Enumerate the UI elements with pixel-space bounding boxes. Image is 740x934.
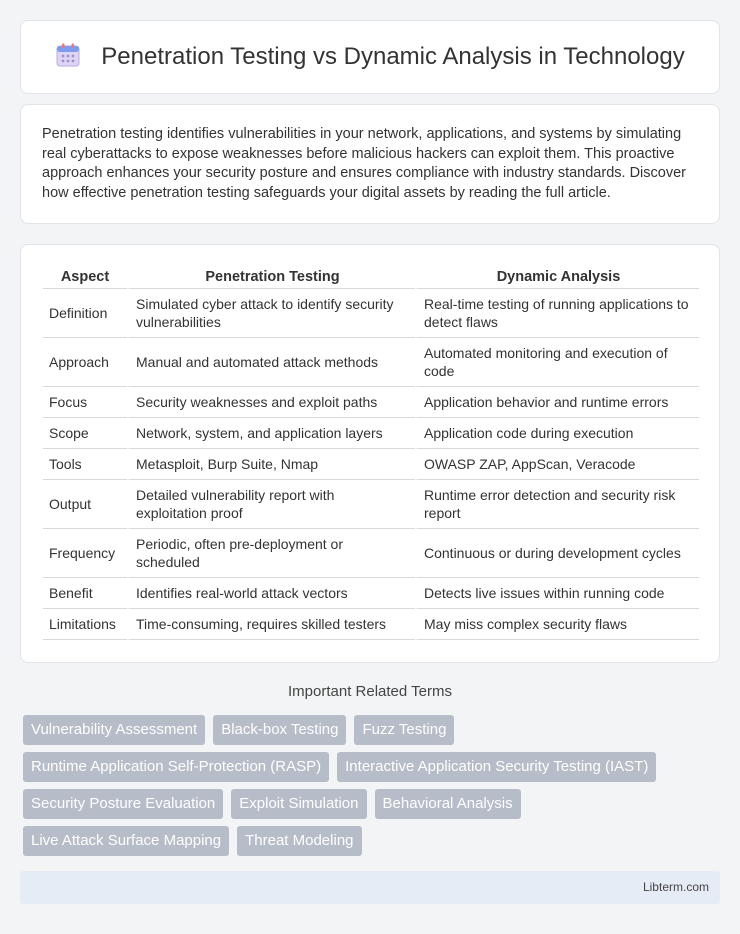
tag-row — [23, 715, 713, 745]
row-aspect: Scope — [43, 418, 127, 449]
tag-black-box-testing[interactable]: Black-box Testing — [213, 715, 346, 745]
footer-site-link[interactable]: Libterm.com — [642, 880, 709, 894]
header-card — [20, 20, 720, 94]
related-terms-title: Important Related Terms — [288, 683, 452, 700]
row-dynamic: Runtime error detection and security risk report — [415, 480, 699, 529]
footer — [20, 871, 720, 904]
tag-row — [23, 826, 713, 856]
row-dynamic: Real-time testing of running applications to detect flaws — [415, 289, 699, 338]
header-dynamic-analysis: Dynamic Analysis — [415, 265, 699, 289]
row-aspect: Frequency — [43, 529, 127, 578]
row-penetration: Manual and automated attack methods — [127, 338, 415, 387]
intro-card — [20, 104, 720, 224]
table-row — [43, 578, 699, 609]
table-row — [43, 387, 699, 418]
row-aspect: Approach — [43, 338, 127, 387]
header — [55, 42, 684, 73]
comparison-table — [43, 265, 699, 640]
table-row — [43, 529, 699, 578]
row-aspect: Focus — [43, 387, 127, 418]
table-row — [43, 609, 699, 640]
row-dynamic: Detects live issues within running code — [415, 578, 699, 609]
row-dynamic: May miss complex security flaws — [415, 609, 699, 640]
table-row — [43, 449, 699, 480]
tag-row — [23, 752, 713, 782]
table-header-row — [43, 265, 699, 289]
tag-security-posture-evaluation[interactable]: Security Posture Evaluation — [23, 789, 223, 819]
row-penetration: Simulated cyber attack to identify security vulnerabilities — [127, 289, 415, 338]
row-penetration: Identifies real-world attack vectors — [127, 578, 415, 609]
tag-threat-modeling[interactable]: Threat Modeling — [237, 826, 361, 856]
row-aspect: Limitations — [43, 609, 127, 640]
tag-exploit-simulation[interactable]: Exploit Simulation — [231, 789, 366, 819]
tag-iast[interactable]: Interactive Application Security Testing (IAST) — [337, 752, 656, 782]
row-penetration: Detailed vulnerability report with exploitation proof — [127, 480, 415, 529]
row-aspect: Benefit — [43, 578, 127, 609]
tag-live-attack-surface-mapping[interactable]: Live Attack Surface Mapping — [23, 826, 229, 856]
table-row — [43, 289, 699, 338]
row-dynamic: Continuous or during development cycles — [415, 529, 699, 578]
header-penetration-testing: Penetration Testing — [127, 265, 415, 289]
row-aspect: Tools — [43, 449, 127, 480]
table-row — [43, 418, 699, 449]
table-row — [43, 338, 699, 387]
calendar-icon — [55, 42, 81, 73]
row-aspect: Output — [43, 480, 127, 529]
row-aspect: Definition — [43, 289, 127, 338]
tag-behavioral-analysis[interactable]: Behavioral Analysis — [375, 789, 521, 819]
row-penetration: Network, system, and application layers — [127, 418, 415, 449]
row-dynamic: Application behavior and runtime errors — [415, 387, 699, 418]
row-penetration: Periodic, often pre-deployment or scheduled — [127, 529, 415, 578]
header-aspect: Aspect — [43, 265, 127, 289]
tag-rasp[interactable]: Runtime Application Self-Protection (RASP) — [23, 752, 329, 782]
related-terms — [23, 715, 713, 863]
tag-fuzz-testing[interactable]: Fuzz Testing — [354, 715, 454, 745]
table-row — [43, 480, 699, 529]
tag-vulnerability-assessment[interactable]: Vulnerability Assessment — [23, 715, 205, 745]
comparison-card — [20, 244, 720, 663]
page-title: Penetration Testing vs Dynamic Analysis in Technology — [101, 43, 685, 70]
row-penetration: Metasploit, Burp Suite, Nmap — [127, 449, 415, 480]
row-dynamic: OWASP ZAP, AppScan, Veracode — [415, 449, 699, 480]
tag-row — [23, 789, 713, 819]
row-dynamic: Application code during execution — [415, 418, 699, 449]
row-penetration: Security weaknesses and exploit paths — [127, 387, 415, 418]
row-dynamic: Automated monitoring and execution of code — [415, 338, 699, 387]
intro-text: Penetration testing identifies vulnerabilities in your network, applications, and systems by simulating real cyberattacks to expose weaknesses before malicious hackers can exploit them. This proactive approach enhances your security posture and ensures compliance with industry standards. Discover how effective penetration testing safeguards your digital assets by reading the full article. — [42, 126, 686, 201]
row-penetration: Time-consuming, requires skilled testers — [127, 609, 415, 640]
